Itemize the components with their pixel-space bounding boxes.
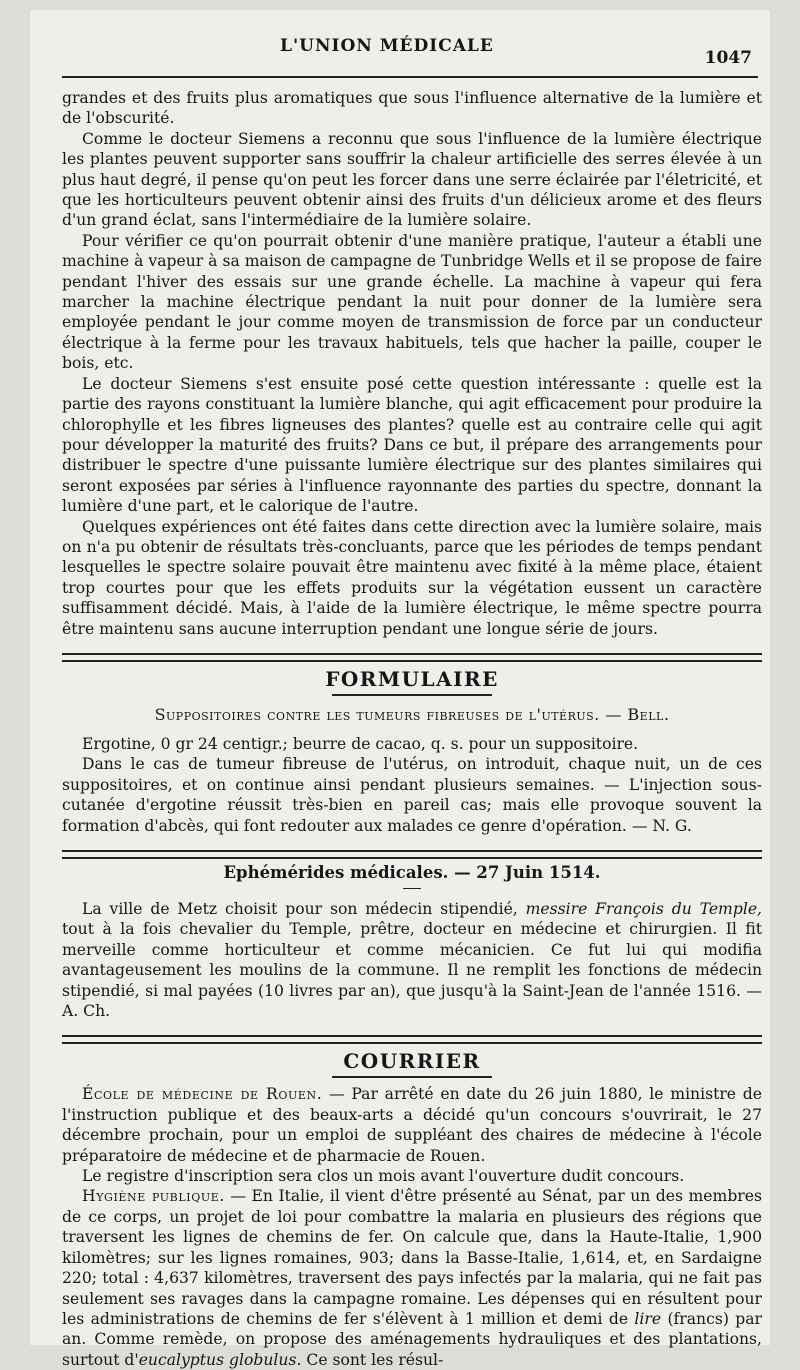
courrier-paragraph-3	[62, 1186, 762, 1370]
title-dash	[403, 888, 421, 889]
section-divider	[62, 1035, 762, 1044]
intro-paragraph-4: Le docteur Siemens s'est ensuite posé cette question intéressante : quelle est la partie des rayons constituant la lumière blanche, qui agit efficacement pour produire la chlorophylle et les fibres ligneuses des plantes? quelle est au contraire celle qui agit pour développer la maturité des fruits? Dans ce but, il prépare des arrangements pour distribuer le spectre d'une puissante lumière électrique sur des plantes similaires qui seront exposées par séries à l'influence rayonnante des parties du spectre, donnant la lumière d'une part, et le calorique de l'autre.	[62, 374, 762, 516]
courrier-label-hygiene: Hygiène publique.	[82, 1187, 225, 1206]
page-content	[62, 88, 762, 1370]
ephemerides-title: Ephémérides médicales. — 27 Juin 1514.	[223, 863, 601, 882]
formulaire-paragraph-1: Ergotine, 0 gr 24 centigr.; beurre de cacao, q. s. pour un suppositoire.	[82, 734, 639, 753]
intro-paragraph-1: grandes et des fruits plus aromatiques que sous l'influence alternative de la lumière et de l'obscurité.	[62, 89, 762, 128]
courrier-text-hygiene-b: (francs) par an. Comme remède, on propose des aménagements hydrauliques et des plantations, surtout d'	[62, 1309, 762, 1369]
header-rule	[62, 76, 758, 78]
courrier-paragraph-2: Le registre d'inscription sera clos un mois avant l'ouverture dudit concours.	[82, 1167, 685, 1186]
section-divider	[62, 850, 762, 859]
formulaire-title: FORMULAIRE	[325, 666, 499, 691]
title-underline	[332, 1076, 492, 1078]
ephemerides-paragraph	[62, 899, 762, 1021]
document-page	[30, 10, 770, 1369]
ephemerides-text-b: tout à la fois chevalier du Temple, prêtre, docteur en médecine et chirurgien. Il fit merveille comme horticulteur et comme mécanicien. Ce fut lui qui modifia avantageusement les moulins de la commune. Il ne remplit les fonctions de médecin stipendié, si mal payées (10 livres par an), que jusqu'à la Saint-Jean de l'année 1516. — A. Ch.	[62, 920, 762, 1021]
courrier-title: COURRIER	[343, 1049, 481, 1074]
courrier-paragraph-1	[62, 1084, 762, 1166]
section-divider	[62, 653, 762, 662]
formulaire-paragraph-2: Dans le cas de tumeur fibreuse de l'utérus, on introduit, chaque nuit, un de ces suppositoires, et on continue ainsi pendant plusieurs semaines. — L'injection sous-cutanée d'ergotine réussit très-bien en pareil cas; mais elle provoque souvent la formation d'abcès, qui font redouter aux malades ce genre d'opération. — N. G.	[62, 755, 762, 835]
running-title: L'UNION MÉDICALE	[280, 36, 494, 56]
running-head	[30, 10, 770, 68]
courrier-text-hygiene-a: — En Italie, il vient d'être présenté au Sénat, par un des membres de ce corps, un projet de loi pour combattre la malaria en plusieurs des régions que traversent les lignes de chemins de fer. On calcule que, dans la Haute-Italie, 1,900 kilomètres; sur les lignes romaines, 903; dans la Basse-Italie, 1,614, et, en Sardaigne 220; total : 4,637 kilomètres, traversent des pays infectés par la malaria, qui ne fait pas seulement ses ravages dans la campagne romaine. Les dépenses qui en résultent pour les administrations de chemins de fer s'élèvent à 1 million et demi de	[62, 1187, 762, 1328]
intro-paragraph-3: Pour vérifier ce qu'on pourrait obtenir d'une manière pratique, l'auteur a établi une machine à vapeur à sa maison de campagne de Tunbridge Wells et il se propose de faire pendant l'hiver des essais sur une grande échelle. La machine à vapeur qui fera marcher la machine électrique pendant la nuit pour donner de la lumière sera employée pendant le jour comme moyen de transmission de force par un conducteur électrique à la ferme pour les travaux habituels, tels que hacher la paille, couper le bois, etc.	[62, 231, 762, 373]
courrier-text-rouen: — Par arrêté en date du 26 juin 1880, le ministre de l'instruction publique et des beaux-arts a décidé qu'un concours s'ouvrirait, le 27 décembre prochain, pour un emploi de suppléant des chaires de médecine à l'école préparatoire de médecine et de pharmacie de Rouen.	[62, 1085, 762, 1165]
page-number: 1047	[704, 48, 752, 68]
title-underline	[332, 694, 492, 696]
ephemerides-text-a: La ville de Metz choisit pour son médecin stipendié,	[82, 900, 526, 918]
ephemerides-name: messire François du Temple,	[525, 900, 762, 918]
intro-paragraph-2: Comme le docteur Siemens a reconnu que sous l'influence de la lumière électrique les plantes peuvent supporter sans souffrir la chaleur artificielle des serres élevée à un plus haut degré, il pense qu'on peut les forcer dans une serre éclairée par l'életricité, et que les horticulteurs peuvent obtenir ainsi des fruits d'un délicieux arome et des fleurs d'un grand éclat, sans l'intermédiaire de la lumière solaire.	[62, 129, 762, 230]
formulaire-subtitle: Suppositoires contre les tumeurs fibreuses de l'utérus. — Bell.	[154, 704, 670, 724]
courrier-text-hygiene-c: . Ce sont les résul-	[296, 1350, 444, 1369]
courrier-lire: lire	[634, 1309, 662, 1328]
courrier-label-rouen: École de médecine de Rouen.	[82, 1085, 323, 1104]
intro-paragraph-5: Quelques expériences ont été faites dans cette direction avec la lumière solaire, mais on n'a pu obtenir de résultats très-concluants, parce que les périodes de temps pendant lesquelles le spectre solaire pouvait être maintenu avec fixité à la même place, étaient trop courtes pour que les effets produits sur la végétation eussent un caractère suffisamment décidé. Mais, à l'aide de la lumière électrique, le même spectre pourra être maintenu sans aucune interruption pendant une longue série de jours.	[62, 517, 762, 638]
courrier-eucalyptus: eucalyptus globulus	[138, 1350, 297, 1369]
